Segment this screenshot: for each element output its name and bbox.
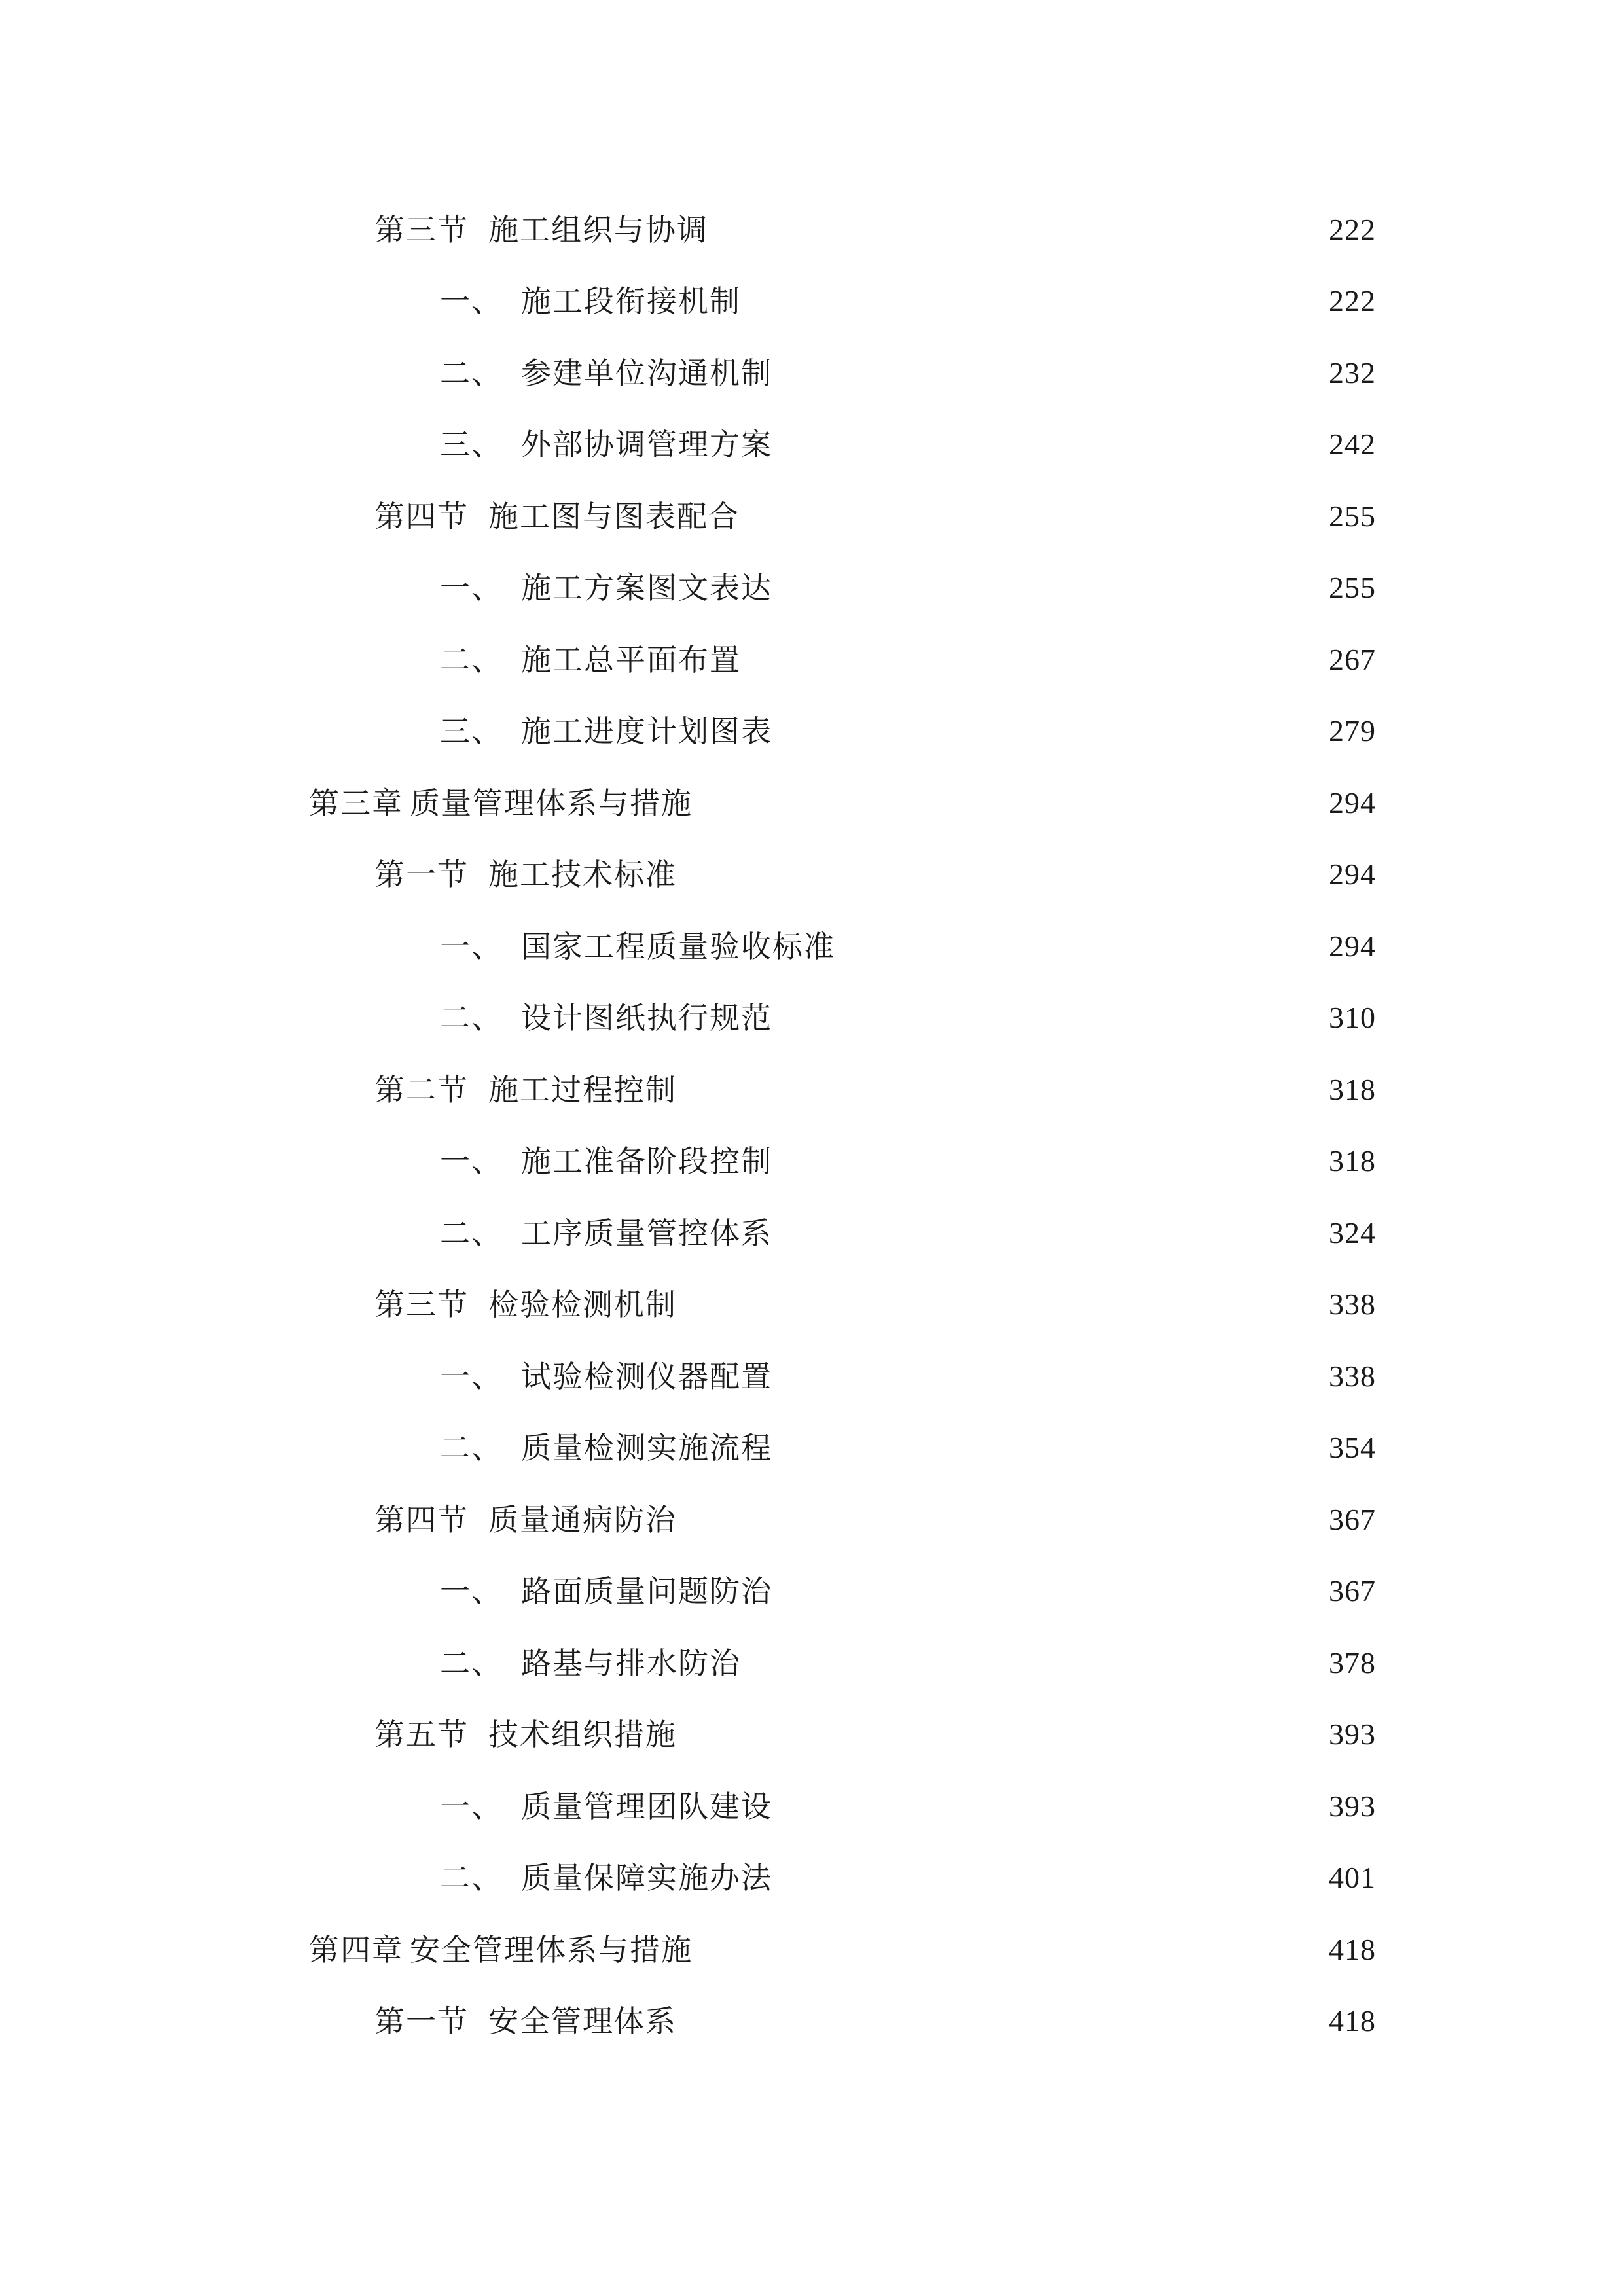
toc-entry-title: 外部协调管理方案 [521,427,772,463]
toc-entry-title: 技术组织措施 [488,1717,677,1753]
toc-entry-text [374,498,1317,534]
toc-entry-text [440,1215,1317,1251]
toc-entry-title: 施工进度计划图表 [521,713,772,749]
toc-entry-number: 一、 [440,928,503,964]
dot-leader [753,645,1300,675]
table-of-contents [0,194,1624,2057]
toc-entry-page-number: 338 [1329,1359,1376,1393]
toc-entry-title: 质量通病防治 [488,1501,677,1537]
dot-leader [784,1146,1300,1176]
toc-entry-text [309,785,1317,821]
toc-entry-title: 参建单位沟通机制 [521,355,772,391]
toc-entry-text [374,1501,1317,1537]
toc-entry-text [374,1071,1317,1107]
toc-entry-page-number: 294 [1329,929,1376,963]
toc-entry-page-number: 318 [1329,1144,1376,1178]
toc-entry-page-number: 294 [1329,857,1376,891]
dot-leader [784,1863,1300,1893]
toc-entry-page-number: 222 [1329,212,1376,246]
dot-leader [784,1361,1300,1391]
toc-entry-page-number: 232 [1329,355,1376,389]
toc-entry-text [374,1717,1317,1753]
dot-leader [784,573,1300,603]
toc-entry-page-number: 255 [1329,571,1376,605]
toc-entry-text [374,211,1317,247]
toc-entry-title: 路基与排水防治 [521,1645,741,1681]
toc-entry-number: 二、 [440,355,503,391]
toc-entry-section[interactable] [0,1484,1624,1556]
toc-entry-page-number: 324 [1329,1215,1376,1249]
toc-entry-text [440,1788,1317,1824]
dot-leader [784,358,1300,388]
toc-entry-text [440,1573,1317,1609]
dot-leader [784,1791,1300,1821]
toc-entry-number: 一、 [440,283,503,319]
toc-entry-text [440,1430,1317,1466]
dot-leader [784,716,1300,746]
toc-entry-title: 国家工程质量验收标准 [521,928,835,964]
dot-leader [784,1576,1300,1606]
toc-entry-page-number: 367 [1329,1502,1376,1536]
toc-entry-page-number: 279 [1329,714,1376,748]
toc-entry-number: 一、 [440,1573,503,1609]
toc-entry-item[interactable] [0,552,1624,624]
toc-entry-number: 第一节 [374,2003,469,2039]
toc-entry-title: 质量检测实施流程 [521,1430,772,1466]
toc-entry-page-number: 318 [1329,1072,1376,1106]
toc-entry-number: 第四章 [309,1931,403,1967]
dot-leader [689,2006,1300,2036]
toc-entry-item[interactable] [0,1197,1624,1269]
toc-entry-title: 施工图与图表配合 [488,498,740,534]
toc-entry-number: 二、 [440,1860,503,1896]
dot-leader [689,1719,1300,1749]
toc-entry-number: 二、 [440,641,503,677]
toc-entry-number: 二、 [440,1645,503,1681]
toc-entry-section[interactable] [0,1054,1624,1126]
toc-entry-number: 二、 [440,1215,503,1251]
toc-entry-text [440,283,1317,319]
toc-entry-text [440,1645,1317,1681]
toc-entry-section[interactable] [0,839,1624,911]
toc-entry-number: 二、 [440,1430,503,1466]
toc-entry-page-number: 294 [1329,785,1376,819]
toc-entry-page-number: 338 [1329,1287,1376,1321]
toc-entry-item[interactable] [0,1627,1624,1699]
toc-entry-number: 第一节 [374,857,469,893]
toc-entry-page-number: 242 [1329,427,1376,461]
toc-entry-page-number: 378 [1329,1645,1376,1679]
toc-entry-page-number: 255 [1329,499,1376,533]
toc-entry-item[interactable] [0,1412,1624,1484]
toc-entry-page-number: 267 [1329,642,1376,676]
toc-entry-title: 施工段衔接机制 [521,283,741,319]
toc-entry-number: 第五节 [374,1717,469,1753]
toc-entry-page-number: 354 [1329,1431,1376,1465]
toc-entry-number: 第四节 [374,498,469,534]
dot-leader [720,215,1300,245]
toc-entry-item[interactable] [0,1126,1624,1198]
toc-entry-text [374,1287,1317,1323]
toc-entry-title: 施工方案图文表达 [521,570,772,606]
toc-entry-section[interactable] [0,194,1624,266]
toc-entry-item[interactable] [0,1842,1624,1914]
dot-leader [689,1505,1300,1535]
toc-entry-title: 质量管理团队建设 [521,1788,772,1824]
toc-entry-text [440,427,1317,463]
toc-entry-page-number: 401 [1329,1861,1376,1895]
dot-leader [751,501,1300,531]
toc-entry-text [440,355,1317,391]
toc-entry-title: 安全管理体系与措施 [410,1931,693,1967]
toc-entry-item[interactable] [0,337,1624,409]
toc-entry-text [440,928,1317,964]
toc-entry-title: 检验检测机制 [488,1287,677,1323]
toc-entry-page-number: 393 [1329,1717,1376,1751]
toc-entry-section[interactable] [0,480,1624,552]
toc-entry-number: 第三节 [374,211,469,247]
toc-entry-item[interactable] [0,1340,1624,1412]
toc-entry-title: 安全管理体系 [488,2003,677,2039]
toc-entry-text [309,1931,1317,1967]
toc-entry-page-number: 418 [1329,2004,1376,2038]
dot-leader [689,1075,1300,1105]
toc-entry-number: 一、 [440,1143,503,1179]
toc-entry-page-number: 367 [1329,1574,1376,1608]
toc-entry-title: 施工过程控制 [488,1071,677,1107]
toc-entry-text [440,641,1317,677]
toc-entry-text [440,1000,1317,1036]
dot-leader [784,1433,1300,1463]
toc-entry-number: 二、 [440,1000,503,1036]
toc-entry-page-number: 222 [1329,284,1376,318]
dot-leader [704,1935,1300,1965]
toc-entry-title: 路面质量问题防治 [521,1573,772,1609]
toc-entry-item[interactable] [0,910,1624,982]
toc-entry-title: 工序质量管控体系 [521,1215,772,1251]
toc-entry-item[interactable] [0,1556,1624,1628]
toc-entry-title: 设计图纸执行规范 [521,1000,772,1036]
dot-leader [784,429,1300,459]
toc-entry-title: 施工技术标准 [488,857,677,893]
toc-entry-number: 三、 [440,713,503,749]
toc-entry-item[interactable] [0,624,1624,696]
toc-entry-item[interactable] [0,696,1624,768]
toc-entry-page-number: 418 [1329,1932,1376,1966]
toc-entry-text [440,1860,1317,1896]
toc-entry-item[interactable] [0,409,1624,481]
toc-entry-text [440,1143,1317,1179]
toc-entry-section[interactable] [0,1699,1624,1771]
toc-entry-item[interactable] [0,982,1624,1054]
toc-entry-number: 第三节 [374,1287,469,1323]
dot-leader [704,788,1300,818]
toc-entry-number: 一、 [440,570,503,606]
toc-entry-item[interactable] [0,266,1624,338]
dot-leader [784,1003,1300,1033]
toc-entry-number: 一、 [440,1788,503,1824]
toc-entry-text [374,2003,1317,2039]
dot-leader [784,1218,1300,1248]
toc-entry-number: 三、 [440,427,503,463]
toc-entry-chapter[interactable] [0,1914,1624,1986]
toc-entry-title: 施工总平面布置 [521,641,741,677]
toc-entry-title: 质量保障实施办法 [521,1860,772,1896]
toc-entry-title: 施工准备阶段控制 [521,1143,772,1179]
toc-entry-text [440,1358,1317,1394]
toc-entry-section[interactable] [0,1269,1624,1341]
toc-entry-number: 第四节 [374,1501,469,1537]
toc-entry-text [440,570,1317,606]
toc-entry-title: 试验检测仪器配置 [521,1358,772,1394]
toc-entry-page-number: 393 [1329,1789,1376,1823]
toc-entry-item[interactable] [0,1770,1624,1842]
toc-entry-number: 第二节 [374,1071,469,1107]
toc-entry-title: 质量管理体系与措施 [410,785,693,821]
dot-leader [847,931,1300,961]
dot-leader [753,286,1300,316]
toc-entry-section[interactable] [0,1986,1624,2058]
toc-entry-number: 第三章 [309,785,403,821]
dot-leader [689,1289,1300,1319]
toc-entry-text [374,857,1317,893]
toc-entry-page-number: 310 [1329,1001,1376,1035]
dot-leader [753,1648,1300,1678]
toc-entry-chapter[interactable] [0,767,1624,839]
dot-leader [689,859,1300,889]
toc-entry-title: 施工组织与协调 [488,211,708,247]
toc-entry-number: 一、 [440,1358,503,1394]
toc-entry-text [440,713,1317,749]
